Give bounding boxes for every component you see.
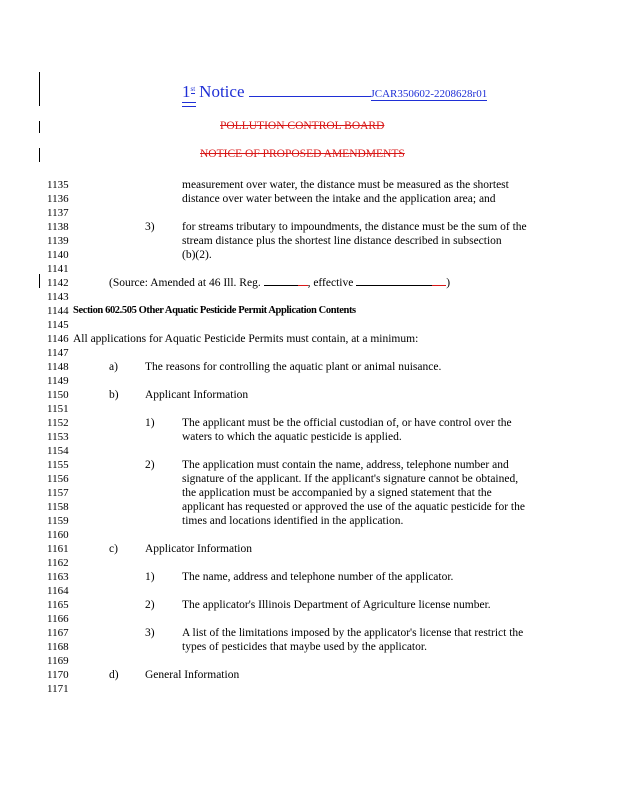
list-marker: 1) (145, 571, 155, 583)
line-number: 1137 (47, 207, 69, 219)
list-marker: 3) (145, 221, 155, 233)
body-line: The applicator's Illinois Department of Agriculture license number. (182, 599, 491, 611)
list-marker: a) (109, 361, 118, 373)
list-marker: c) (109, 543, 118, 555)
line-number: 1148 (47, 361, 69, 373)
body-line: The applicant must be the official custodian of, or have control over the (182, 417, 512, 429)
list-marker: b) (109, 389, 119, 401)
line-number: 1135 (47, 179, 69, 191)
change-bar (39, 274, 40, 288)
body-line: for streams tributary to impoundments, the distance must be the sum of the (182, 221, 527, 233)
list-marker: 2) (145, 459, 155, 471)
intro-paragraph: All applications for Aquatic Pesticide Permits must contain, at a minimum: (73, 333, 419, 345)
change-bar (39, 148, 40, 162)
line-number: 1157 (47, 487, 69, 499)
source-note (109, 276, 450, 290)
line-number: 1167 (47, 627, 69, 639)
line-number: 1147 (47, 347, 69, 359)
line-number: 1168 (47, 641, 69, 653)
list-marker: 3) (145, 627, 155, 639)
line-number: 1170 (47, 669, 69, 681)
list-marker: 2) (145, 599, 155, 611)
line-number: 1159 (47, 515, 69, 527)
subsection-heading: General Information (145, 669, 240, 681)
date-blank (356, 276, 432, 286)
line-number: 1150 (47, 389, 69, 401)
line-number: 1171 (47, 683, 69, 695)
body-line: signature of the applicant. If the applicant's signature cannot be obtained, (182, 473, 519, 485)
change-bar (39, 72, 40, 106)
volume-blank (264, 276, 298, 286)
body-line: types of pesticides that maybe used by the applicator. (182, 641, 427, 653)
body-line: times and locations identified in the application. (182, 515, 404, 527)
line-number: 1142 (47, 277, 69, 289)
header-double-rule (182, 102, 196, 107)
change-bar (39, 121, 40, 133)
line-number: 1136 (47, 193, 69, 205)
line-number: 1162 (47, 557, 69, 569)
body-line: A list of the limitations imposed by the applicator's license that restrict the (182, 627, 524, 639)
line-number: 1151 (47, 403, 69, 415)
header-sup-marker-number: 1 (182, 82, 191, 101)
line-number: 1144 (47, 305, 69, 317)
header-sup-marker: st (190, 84, 196, 93)
header-doc-id: JCAR350602-2208628r01 (370, 88, 488, 100)
line-number: 1169 (47, 655, 69, 667)
body-line: stream distance plus the shortest line distance described in subsection (182, 235, 502, 247)
notice-type-title: NOTICE OF PROPOSED AMENDMENTS (200, 148, 405, 160)
line-number: 1166 (47, 613, 69, 625)
line-number: 1149 (47, 375, 69, 387)
body-line: The application must contain the name, address, telephone number and (182, 459, 509, 471)
line-number: 1155 (47, 459, 69, 471)
section-heading: Section 602.505 Other Aquatic Pesticide Permit Application Contents (73, 305, 356, 316)
line-number: 1161 (47, 543, 69, 555)
subsection-heading: Applicator Information (145, 543, 252, 555)
list-marker: d) (109, 669, 119, 681)
line-number: 1139 (47, 235, 69, 247)
line-number: 1154 (47, 445, 69, 457)
header-notice: Notice (199, 82, 245, 101)
list-marker: 1) (145, 417, 155, 429)
source-note-close: ) (446, 277, 451, 289)
line-number: 1163 (47, 571, 69, 583)
subsection-heading: Applicant Information (145, 389, 249, 401)
line-number: 1146 (47, 333, 69, 345)
line-number: 1165 (47, 599, 69, 611)
line-number: 1164 (47, 585, 69, 597)
line-number: 1160 (47, 529, 69, 541)
body-line: The reasons for controlling the aquatic plant or animal nuisance. (145, 361, 442, 373)
body-line: distance over water between the intake and the application area; and (182, 193, 496, 205)
line-number: 1158 (47, 501, 69, 513)
line-number: 1153 (47, 431, 69, 443)
body-line: the application must be accompanied by a signed statement that the (182, 487, 492, 499)
body-line: The name, address and telephone number of the applicator. (182, 571, 454, 583)
page-header (182, 82, 487, 102)
source-note-open: (Source: Amended at 46 Ill. Reg. (109, 277, 264, 289)
inserted-mark (432, 276, 446, 286)
line-number: 1152 (47, 417, 69, 429)
inserted-mark (298, 276, 308, 286)
body-line: applicant has requested or approved the use of the aquatic pesticide for the (182, 501, 525, 513)
body-line: measurement over water, the distance must be measured as the shortest (182, 179, 509, 191)
agency-title: POLLUTION CONTROL BOARD (220, 120, 385, 132)
line-number: 1140 (47, 249, 69, 261)
header-underline (249, 83, 371, 97)
source-note-mid: , effective (307, 277, 357, 289)
body-line: waters to which the aquatic pesticide is applied. (182, 431, 402, 443)
line-number: 1145 (47, 319, 69, 331)
line-number: 1138 (47, 221, 69, 233)
line-number: 1141 (47, 263, 69, 275)
line-number: 1143 (47, 291, 69, 303)
body-line: (b)(2). (182, 249, 212, 261)
line-number: 1156 (47, 473, 69, 485)
